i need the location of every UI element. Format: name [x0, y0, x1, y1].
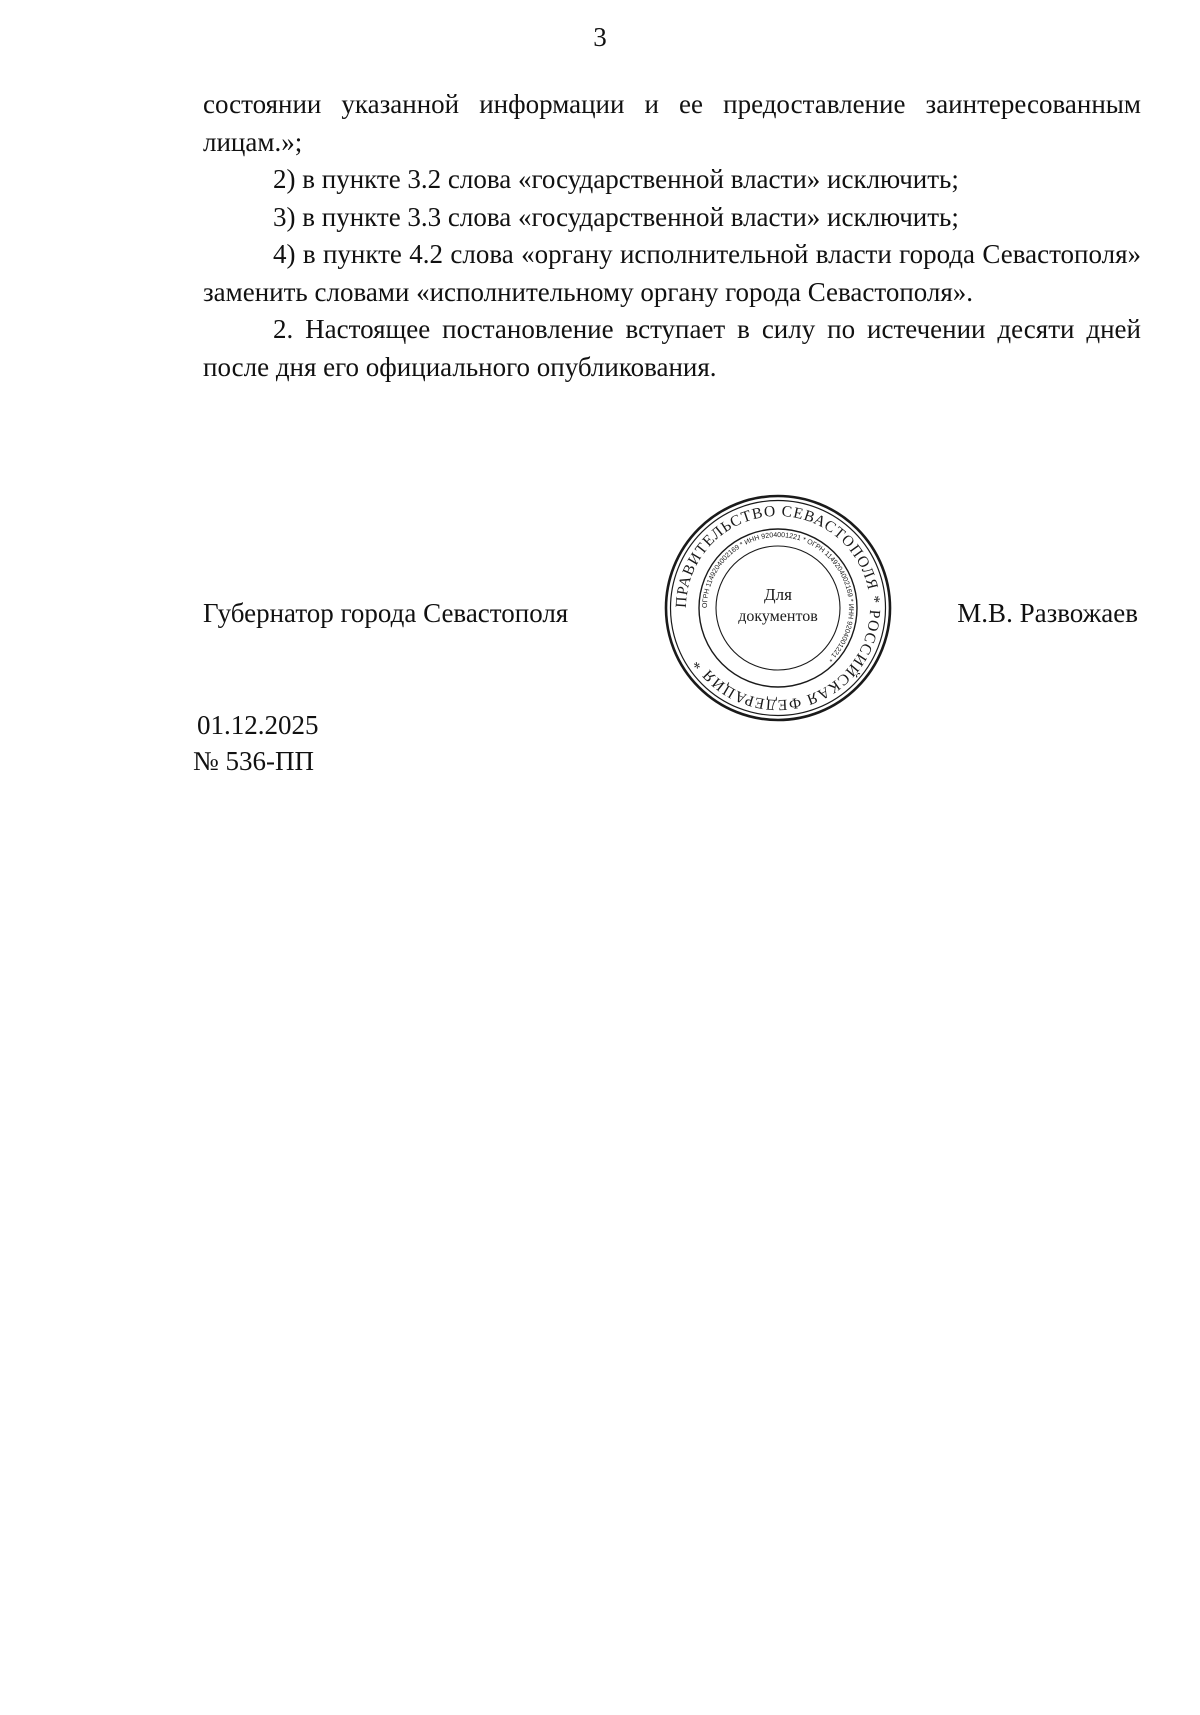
seal-outer-text: ПРАВИТЕЛЬСТВО СЕВАСТОПОЛЯ * РОССИЙСКАЯ ФЕДЕРАЦИЯ * — [672, 502, 884, 714]
document-number: № 536-ПП — [193, 746, 314, 776]
signature-block — [0, 598, 1200, 638]
paragraph-effective-date: 2. Настоящее постановление вступает в силу по истечении десяти дней после дня его официального опубликования. — [203, 314, 1141, 382]
seal-center-line-2: документов — [738, 608, 818, 625]
official-seal — [663, 493, 893, 723]
signatory-position: Губернатор города Севастополя — [203, 598, 569, 628]
paragraph-item-4: 4) в пункте 4.2 слова «органу исполнительной власти города Севастополя» заменить словами «исполнительному органу города Севастополя». — [203, 239, 1141, 307]
page-number: 3 — [593, 22, 607, 52]
seal-inner-text: ОГРН 1149204002169 * ИНН 9204001221 * ОГРН 1149204002169 * ИНН 9204001221 * — [701, 531, 855, 663]
signatory-name: М.В. Развожаев — [957, 598, 1138, 628]
paragraph-item-2: 2) в пункте 3.2 слова «государственной власти» исключить; — [273, 164, 959, 194]
paragraph-item-3: 3) в пункте 3.3 слова «государственной власти» исключить; — [273, 201, 959, 232]
seal-center-line-1: Для — [764, 585, 792, 604]
seal-graphic — [663, 493, 893, 723]
paragraph-continuation: состоянии указанной информации и ее предоставление заинтересованным лицам.»; — [203, 89, 1141, 157]
document-body — [203, 86, 1141, 386]
document-date: 01.12.2025 — [197, 710, 319, 740]
